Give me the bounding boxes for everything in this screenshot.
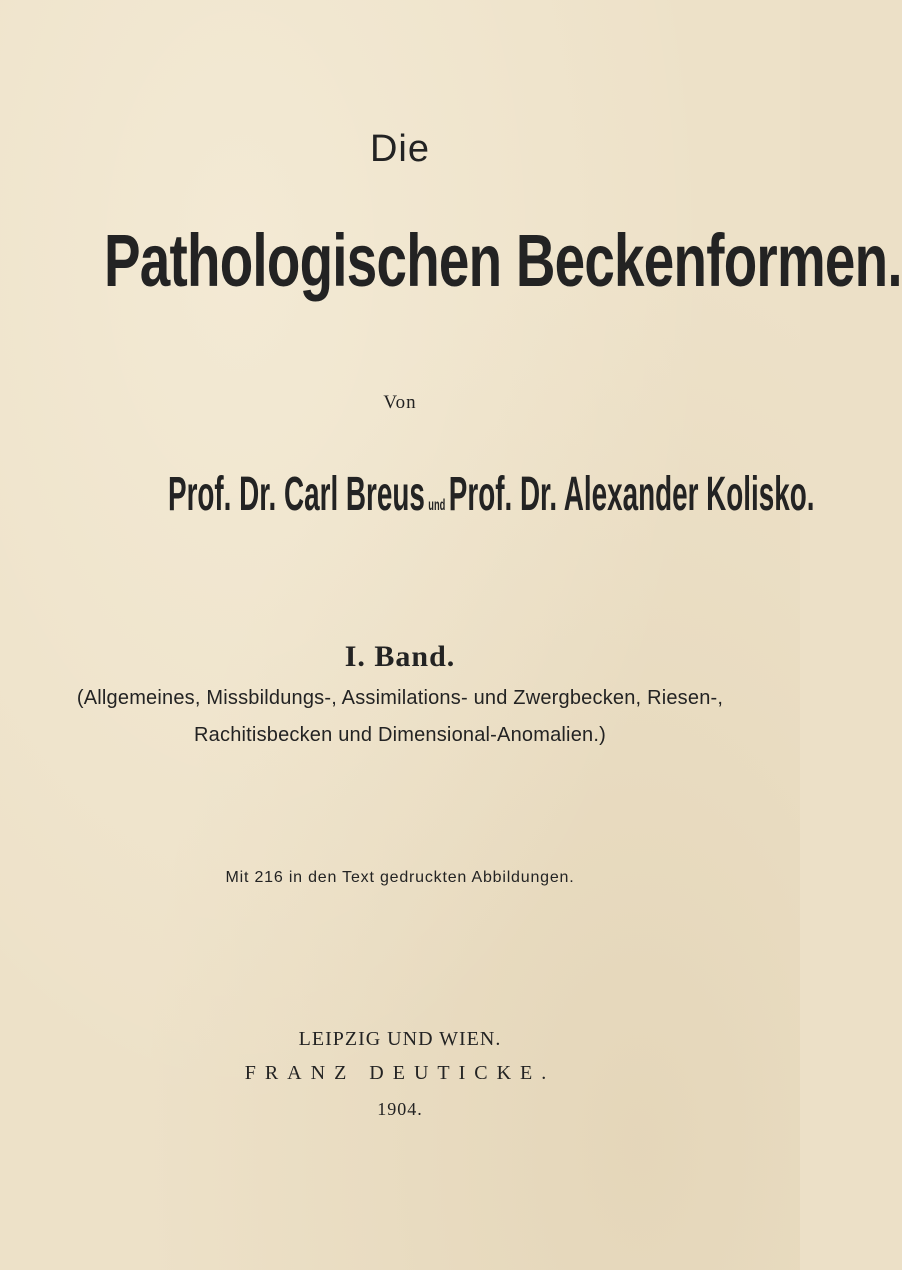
- main-title: Pathologischen Beckenformen.: [104, 219, 902, 302]
- publication-place: LEIPZIG UND WIEN.: [298, 1028, 502, 1050]
- volume-label: I. Band.: [344, 640, 456, 673]
- subtitle-line-2: Rachitisbecken und Dimensional-Anomalien.): [194, 724, 606, 746]
- publication-year: 1904.: [377, 1099, 423, 1119]
- subtitle-line-1: (Allgemeines, Missbildungs-, Assimilations- und Zwergbecken, Riesen-,: [76, 687, 724, 709]
- by-label: Von: [383, 392, 417, 413]
- figures-note: Mit 216 in den Text gedruckten Abbildungen.: [225, 869, 575, 886]
- and-connector: und: [428, 497, 446, 514]
- authors: [168, 467, 815, 522]
- publisher: FRANZ DEUTICKE.: [244, 1062, 556, 1084]
- author-1: Prof. Dr. Carl Breus: [168, 468, 425, 521]
- author-2: Prof. Dr. Alexander Kolisko.: [448, 468, 815, 521]
- title-article: Die: [369, 128, 431, 170]
